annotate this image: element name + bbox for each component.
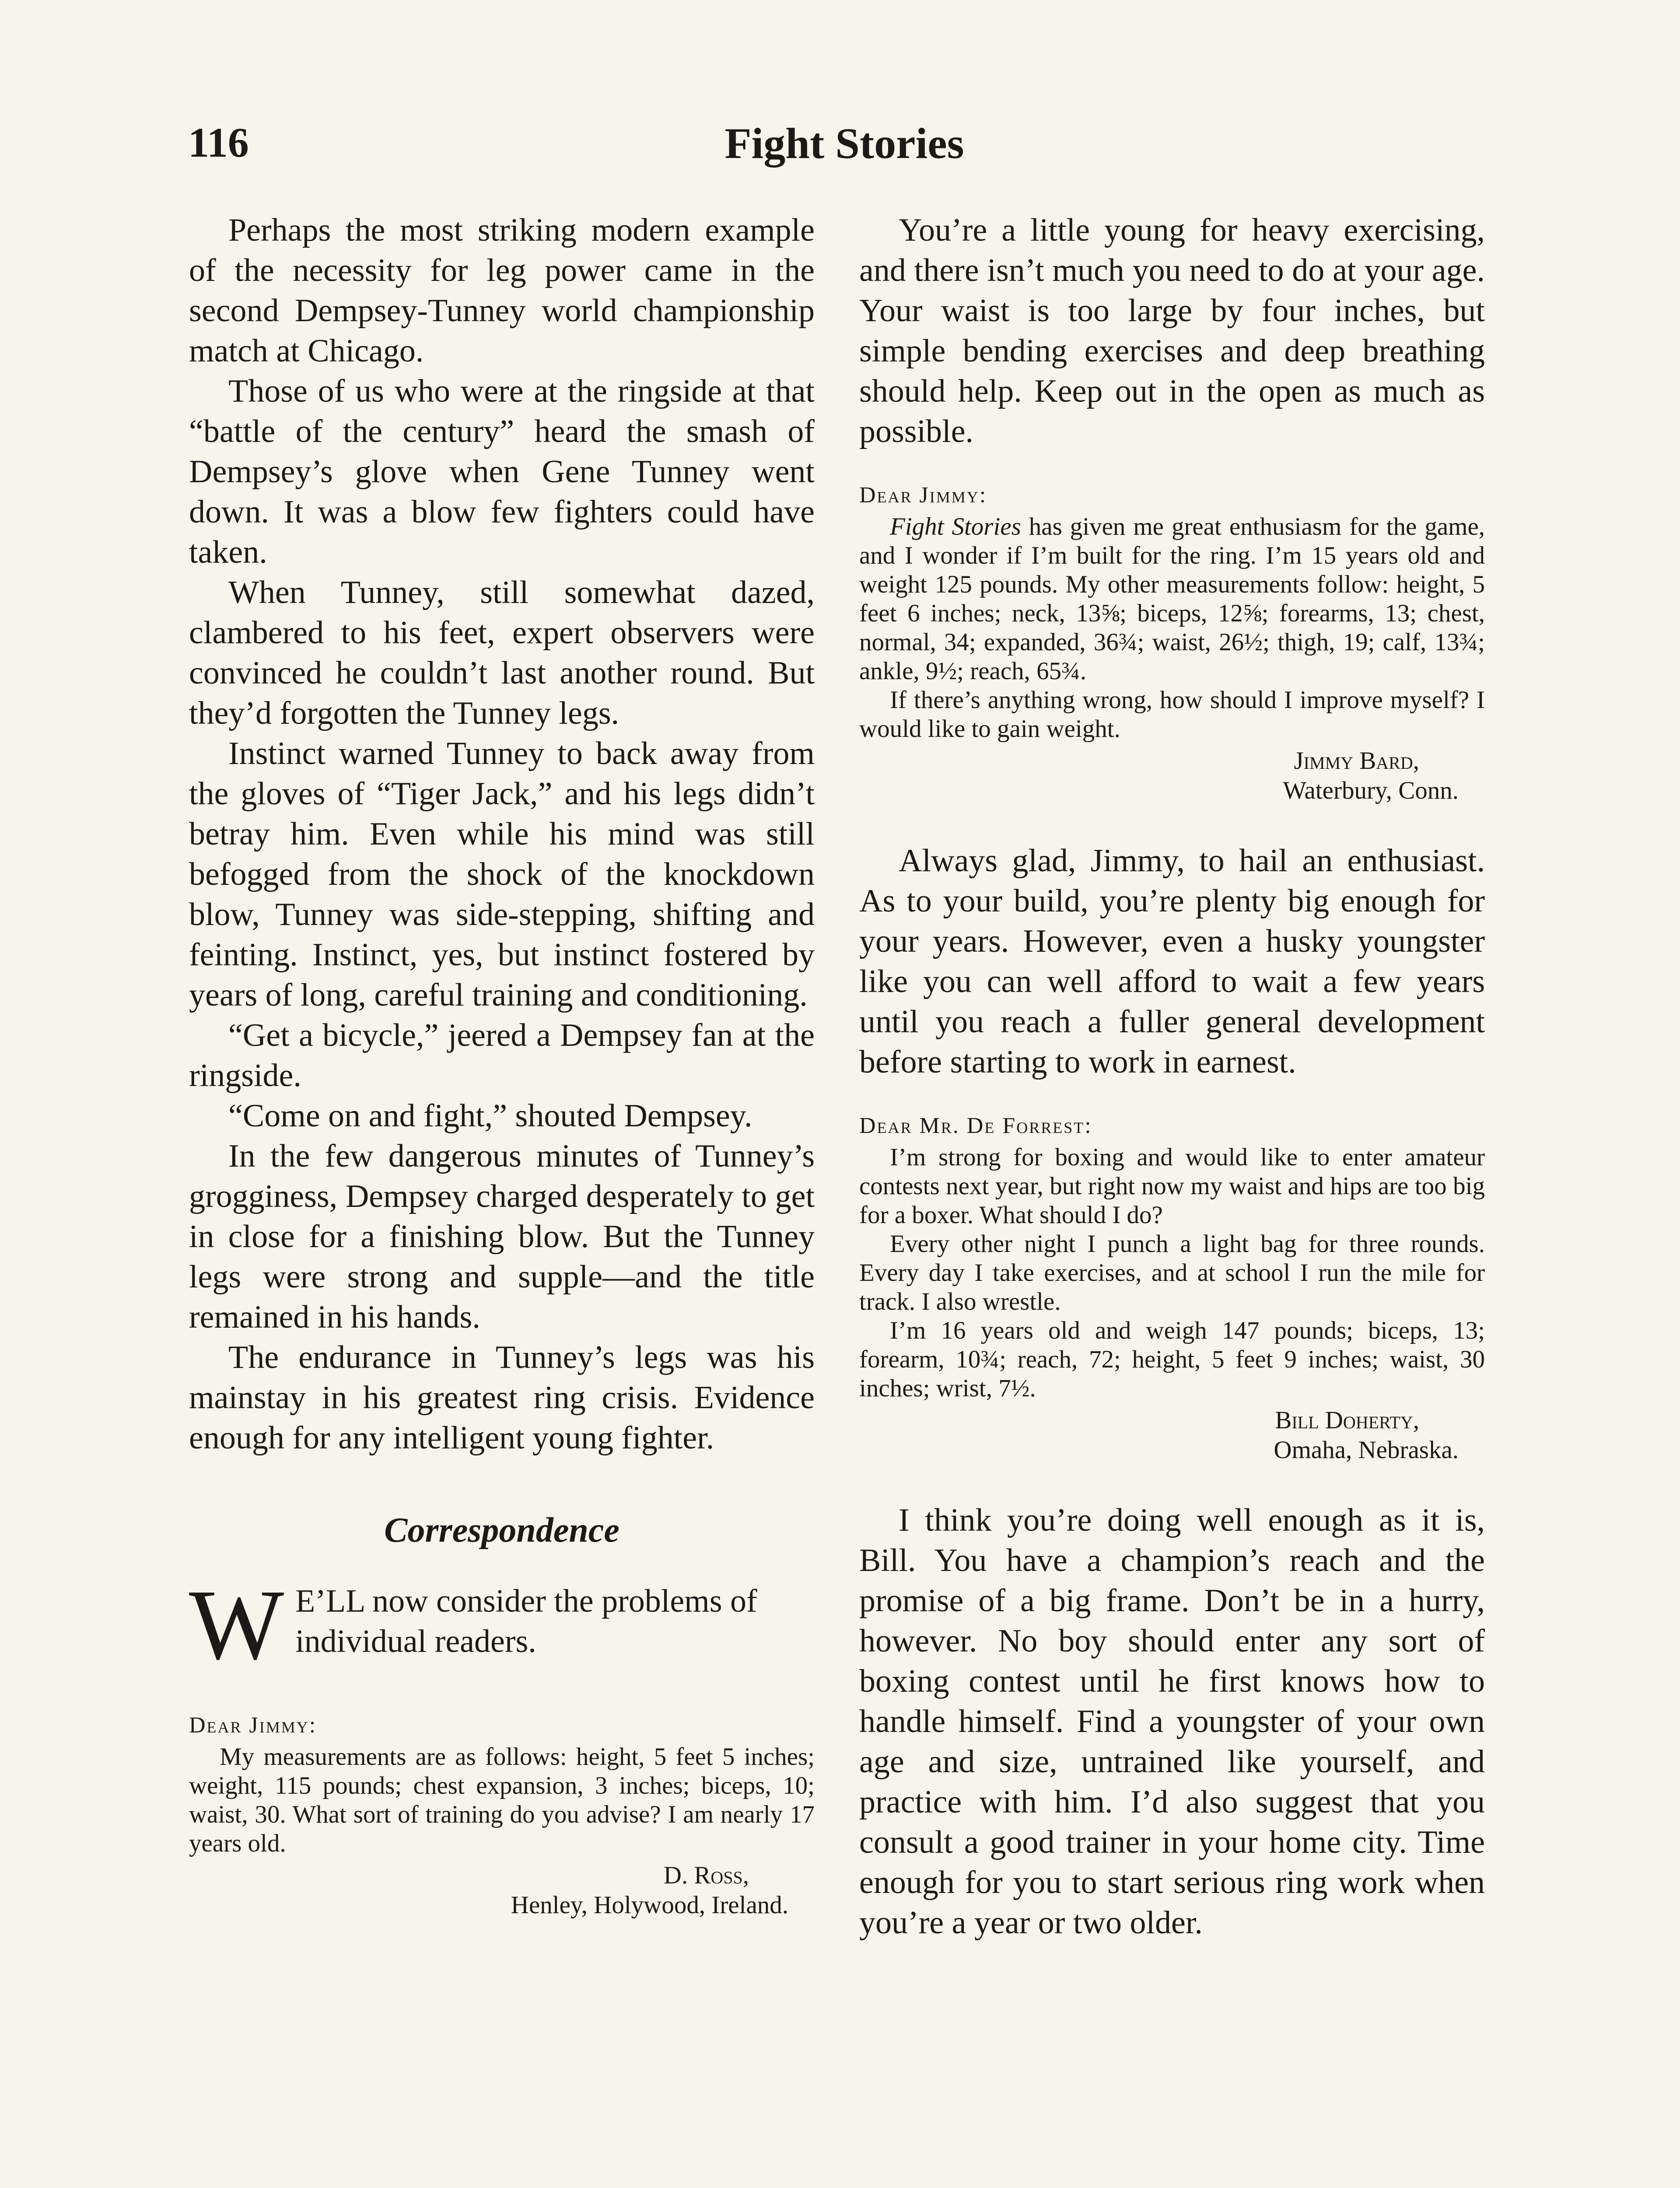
section-heading-correspondence: Correspondence xyxy=(384,1511,620,1550)
body-paragraph: Perhaps the most striking modern example of the necessity for leg power came in the second Dempsey-Tunney world championship match at Chicago. xyxy=(189,212,815,369)
body-paragraph: When Tunney, still somewhat dazed, clambered to his feet, expert observers were convinced he couldn’t last another round. But they’d forgotten the Tunney legs. xyxy=(189,575,815,731)
right-column xyxy=(859,210,1485,1943)
body-paragraph: “Come on and fight,” shouted Dempsey. xyxy=(228,1098,752,1134)
page-number: 116 xyxy=(188,119,249,166)
signature-name: Jimmy Bard, xyxy=(1294,747,1419,775)
signature-place: Henley, Holywood, Ireland. xyxy=(511,1891,788,1919)
letter-signature xyxy=(859,746,1485,806)
running-title: Fight Stories xyxy=(724,119,964,168)
letter-salutation: Dear Mr. De Forrest: xyxy=(859,1113,1092,1138)
body-paragraph: The endurance in Tunney’s legs was his mainstay in his greatest ring crisis. Evidence enough for any intelligent young fighter. xyxy=(189,1339,815,1456)
letter-signature xyxy=(859,1406,1485,1465)
letter-salutation: Dear Jimmy: xyxy=(859,483,987,508)
letter-body: If there’s anything wrong, how should I improve myself? I would like to gain weight. xyxy=(859,686,1485,743)
reader-letter-doherty xyxy=(859,1113,1485,1465)
reader-letter-ross xyxy=(189,1712,815,1920)
letter-body: Every other night I punch a light bag for three rounds. Every day I take exercises, and at school I run the mile for track. I also wrestle. xyxy=(859,1230,1485,1315)
signature-place: Waterbury, Conn. xyxy=(1283,777,1459,804)
reply-paragraph: You’re a little young for heavy exercising, and there isn’t much you need to do at your age. Your waist is too large by four inches, but simple bending exercises and deep breathing should help. Keep out in the open as much as possible. xyxy=(859,212,1485,449)
letter-signature xyxy=(189,1861,815,1920)
left-column xyxy=(189,210,815,1955)
body-paragraph: In the few dangerous minutes of Tunney’s grogginess, Dempsey charged desperately to get in close for a finishing blow. But the Tunney legs were strong and supple—and the title remained in his hands. xyxy=(189,1138,815,1335)
reply-paragraph: Always glad, Jimmy, to hail an enthusiast. As to your build, you’re plenty big enough for your years. However, even a husky youngster like you can well afford to wait a few years until you reach a fuller general development before starting to work in earnest. xyxy=(859,843,1485,1080)
body-paragraph: Those of us who were at the ringside at that “battle of the century” heard the smash of Dempsey’s glove when Gene Tunney went down. It was a blow few fighters could have taken. xyxy=(189,373,815,570)
drop-cap: W xyxy=(189,1581,284,1664)
magazine-title-italic: Fight Stories xyxy=(890,513,1021,540)
letter-body: I’m 16 years old and weigh 147 pounds; biceps, 13; forearm, 10¾; reach, 72; height, 5 feet 9 inches; waist, 30 inches; wrist, 7½. xyxy=(859,1317,1485,1402)
signature-place: Omaha, Nebraska. xyxy=(1274,1436,1459,1464)
page-header xyxy=(188,118,1501,179)
signature-name: D. Ross, xyxy=(663,1862,749,1889)
reader-letter-bard xyxy=(859,482,1485,806)
letter-body-text: has given me great enthusiasm for the game, and I wonder if I’m built for the ring. I’m 15 years old and weight 125 pounds. My other measurements follow: height, 5 feet 6 inches; neck, 13⅝; biceps, 12⅝; forearms, 13; chest, normal, 34; expanded, 36¾; waist, 26½; thigh, 19; calf, 13¾; ankle, 9½; reach, 65¾. xyxy=(859,513,1485,685)
body-paragraph: “Get a bicycle,” jeered a Dempsey fan at the ringside. xyxy=(189,1017,815,1094)
letter-body: I’m strong for boxing and would like to enter amateur contests next year, but right now my waist and hips are too big for a boxer. What should I do? xyxy=(859,1143,1485,1229)
letter-body: My measurements are as follows: height, 5 feet 5 inches; weight, 115 pounds; chest expansion, 3 inches; biceps, 10; waist, 30. What sort of training do you advise? I am nearly 17 years old. xyxy=(189,1743,815,1857)
signature-name: Bill Doherty, xyxy=(1275,1406,1419,1434)
body-paragraph: Instinct warned Tunney to back away from the gloves of “Tiger Jack,” and his legs didn’t betray him. Even while his mind was still befogged from the shock of the knockdown blow, Tunney was side-stepping, shifting and feinting. Instinct, yes, but instinct fostered by years of long, careful training and conditioning. xyxy=(189,736,815,1013)
reply-paragraph: I think you’re doing well enough as it is, Bill. You have a champion’s reach and the promise of a big frame. Don’t be in a hurry, however. No boy should enter any sort of boxing contest until he first knows how to handle himself. Find a youngster of your own age and size, untrained like yourself, and practice with him. I’d also suggest that you consult a good trainer in your home city. Time enough for you to start serious ring work when you’re a year or two older. xyxy=(859,1502,1485,1941)
correspondence-intro xyxy=(189,1581,815,1664)
letter-salutation: Dear Jimmy: xyxy=(189,1713,317,1738)
intro-text: E’LL now consider the problems of individual readers. xyxy=(295,1583,757,1659)
letter-body xyxy=(859,512,1485,686)
